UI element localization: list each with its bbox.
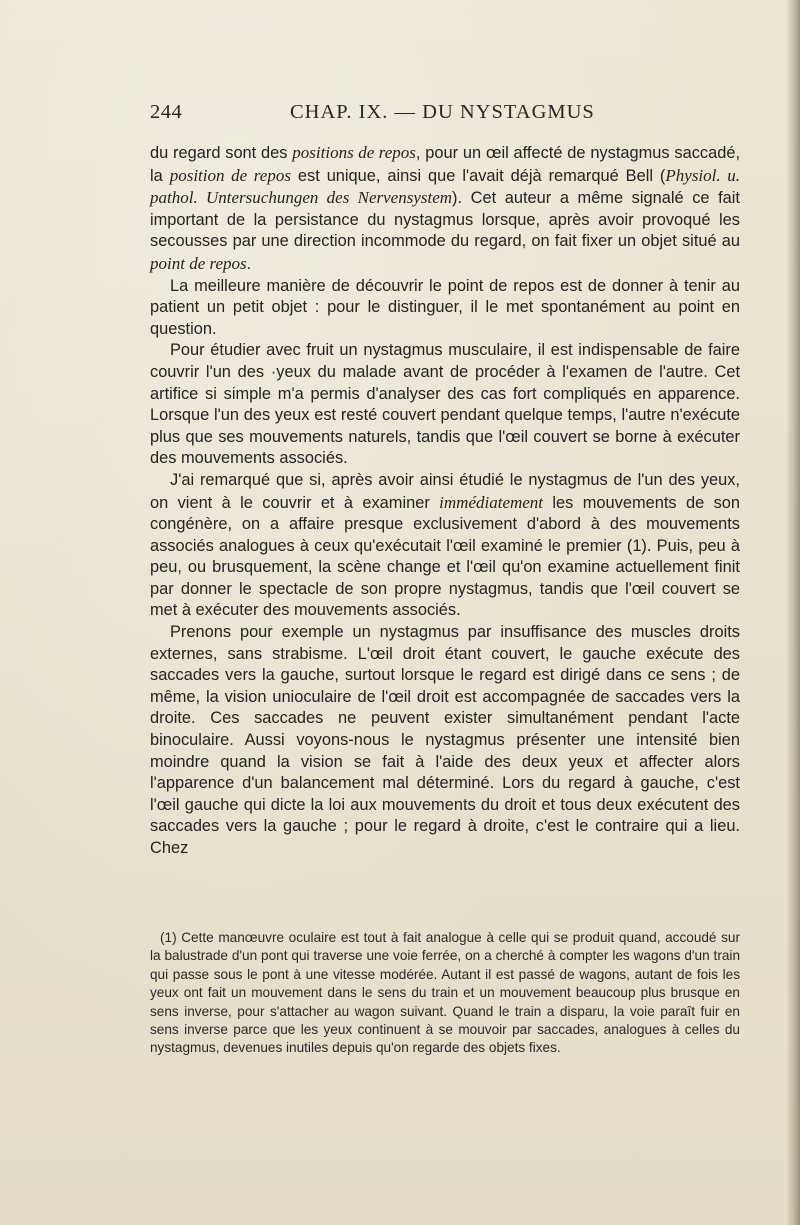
text-span: est unique, ainsi que l'avait déjà remarqué Bell ( [290, 166, 666, 185]
paragraph-3: Pour étudier avec fruit un nystagmus musculaire, il est indispensable de faire couvrir l'un des ·yeux du malade avant de procéder à l'examen de l'autre. Cet artifice si simple m'a permis d'analyser des cas fort compliqués en apparence. Lorsque l'un des yeux est resté couvert pendant quelque temps, l'autre n'exécute plus que ses mouvements naturels, tandis que l'œil couvert se borne à exécuter des mouvements associés. [150, 341, 740, 468]
paragraph-5: Prenons pour exemple un nystagmus par insuffisance des muscles droits externes, sans strabisme. L'œil droit étant couvert, le gauche exécute des saccades vers la gauche, surtout lorsque le regard est dirigé dans ce sens ; de même, la vision unioculaire de l'œil droit est accompagnée de saccades vers la droite. Ces saccades ne peuvent exister simultanément pendant l'acte binoculaire. Aussi voyons-nous le nystagmus présenter une intensité bien moindre quand la vision se fait à l'aide des deux yeux et affecter alors l'apparence d'un balancement mal déterminé. Lors du regard à gauche, c'est l'œil gauche qui dicte la loi aux mouvements du droit et tous deux exécutent des saccades vers la gauche ; pour le regard à droite, c'est le contraire qui a lieu. Chez [150, 623, 740, 857]
italic-term: position de repos [169, 165, 291, 185]
page-edge-shadow [786, 0, 800, 1225]
italic-term: point de repos [150, 253, 247, 273]
text-span: J'ai remarqué que si, après avoir ainsi étudié le nystagmus de l'un des yeux, on vient à le couvrir et à examiner [150, 470, 740, 512]
paragraph-2: La meilleure manière de découvrir le point de repos est de donner à tenir au patient un petit objet : pour le distinguer, il le met spontanément au point en question. [150, 276, 740, 338]
text-span: les mouvements de son congénère, on a affaire presque exclusivement d'abord à des mouvements associés analogues à ceux qu'exécutait l'œil examiné le premier (1). Puis, peu à peu, ou brusquement, la scène change et l'œil qu'on examine actuellement finit par donner le spectacle de son propre nystagmus, tandis que l'œil couvert se met à exécuter des mouvements associés. [150, 493, 740, 620]
footnote [150, 929, 740, 1058]
italic-term: immédiatement [439, 492, 544, 512]
italic-term: positions de repos [292, 143, 416, 162]
text-span: ). Cet auteur a même signalé ce fait important de la persistance du nystagmus lorsque, après avoir provoqué les secousses par une direction incommode du regard, on fait fixer un objet situé au [150, 189, 740, 251]
text-span: du regard sont des [150, 144, 293, 162]
text-span: . [246, 254, 252, 273]
body-text [150, 142, 740, 860]
text-span: , pour un œil affecté de nystagmus saccadé, la [150, 144, 740, 185]
italic-citation: Physiol. u. pathol. Untersuchungen des Nervensystem [150, 165, 741, 208]
page-header [150, 101, 740, 129]
paragraph-1 [150, 142, 740, 276]
page-number: 244 [150, 101, 183, 123]
paragraph-4 [150, 470, 740, 622]
footnote-text: (1) Cette manœuvre oculaire est tout à fait analogue à celle qui se produit quand, accoudé sur la balustrade d'un pont qui traverse une voie ferrée, on a cherché à compter les wagons d'un train qui passe sous le pont à une vitesse modérée. Autant il est passé de wagons, autant de fois les yeux ont fait un mouvement dans le sens du train et un mouvement beaucoup plus brusque en sens inverse, pour s'attacher au wagon suivant. Quand le train a disparu, la voie paraît fuir en sens inverse parce que les yeux continuent à se mouvoir par saccades, analogues à celles du nystagmus, devenues inutiles depuis qu'on regarde des objets fixes. [150, 930, 740, 1056]
running-title: CHAP. IX. — DU NYSTAGMUS [290, 101, 595, 123]
